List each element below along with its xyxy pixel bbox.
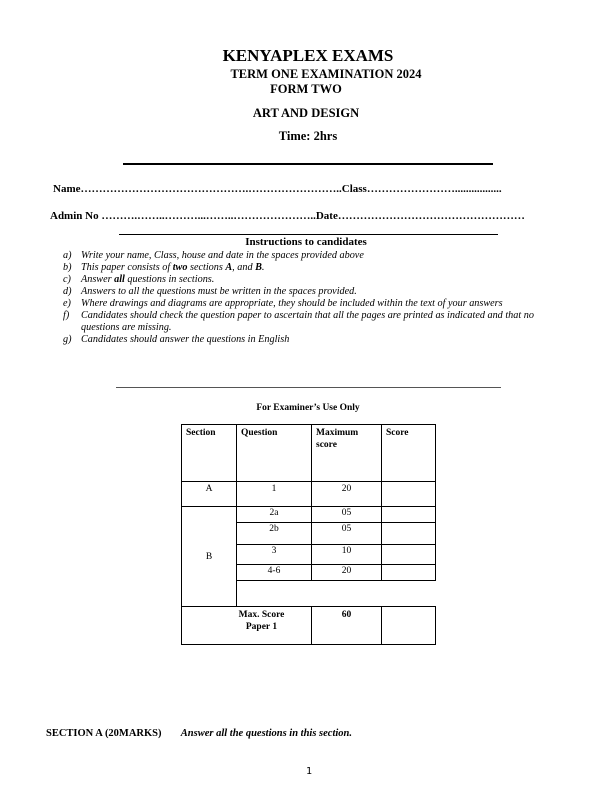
instruction-item: g) Candidates should answer the questions in English <box>63 334 290 345</box>
class-label: Class <box>341 183 367 195</box>
row-4-6-max: 20 <box>311 564 382 581</box>
row-2a-question: 2a <box>236 506 312 523</box>
row-a-section: A <box>181 481 237 507</box>
instructions-bottom-divider <box>116 387 501 388</box>
section-a-instruction: Answer all the questions in this section. <box>180 728 353 739</box>
admin-no-field[interactable]: ……….……..………...……..………………….. <box>101 210 316 222</box>
row-2a-score-field[interactable] <box>381 506 436 523</box>
exam-org-title: KENYAPLEX EXAMS <box>222 46 394 65</box>
row-3-score-field[interactable] <box>381 544 436 565</box>
instruction-item: e) Where drawings and diagrams are appropriate, they should be included within the text of your answers <box>63 298 503 309</box>
header-section: Section <box>181 424 237 482</box>
name-label: Name <box>53 183 81 195</box>
header-score: Score <box>381 424 436 482</box>
class-field[interactable]: ……………………................. <box>366 183 502 195</box>
page-number: 1 <box>305 766 313 777</box>
instructions-top-divider <box>119 234 498 235</box>
total-label-line2: Paper 1 <box>245 622 278 632</box>
row-2b-max: 05 <box>311 522 382 545</box>
admin-no-label: Admin No <box>50 210 99 222</box>
instruction-item: d) Answers to all the questions must be written in the spaces provided. <box>63 286 357 297</box>
exam-time: Time: 2hrs <box>278 129 338 143</box>
header-divider <box>123 163 493 165</box>
instructions-list <box>63 250 573 346</box>
name-class-line <box>53 183 502 195</box>
total-label-line1: Max. Score <box>238 610 285 620</box>
total-max-score: 60 <box>311 606 382 645</box>
total-score-field[interactable] <box>381 606 436 645</box>
section-b-label: B <box>205 551 213 562</box>
row-a-score-field[interactable] <box>381 481 436 507</box>
row-2b-question: 2b <box>236 522 312 545</box>
instruction-item: f) Candidates should check the question paper to ascertain that all the pages are printed as indicated and that no questions are missing. <box>63 310 534 333</box>
header-question: Question <box>236 424 312 482</box>
header-maximum-score: Maximum score <box>311 424 382 482</box>
row-2a-max: 05 <box>311 506 382 523</box>
row-3-question: 3 <box>236 544 312 565</box>
exam-subject: ART AND DESIGN <box>252 106 360 120</box>
row-3-max: 10 <box>311 544 382 565</box>
instruction-item: c) Answer all questions in sections. <box>63 274 215 285</box>
exam-form: FORM TWO <box>270 82 342 96</box>
section-a-heading-line <box>46 728 352 739</box>
date-label: Date <box>315 210 338 222</box>
examiner-table-title: For Examiner’s Use Only <box>256 403 360 413</box>
section-b-cell <box>181 506 237 607</box>
row-a-question: 1 <box>236 481 312 507</box>
row-4-6-question: 4-6 <box>236 564 312 581</box>
admin-date-line <box>50 210 525 222</box>
instruction-item: a) Write your name, Class, house and date in the spaces provided above <box>63 250 364 261</box>
row-a-max: 20 <box>311 481 382 507</box>
section-a-heading: SECTION A (20MARKS) <box>46 728 162 739</box>
instructions-title: Instructions to candidates <box>245 236 367 248</box>
exam-term-title: TERM ONE EXAMINATION 2024 <box>230 67 422 81</box>
row-4-6-score-field[interactable] <box>381 564 436 581</box>
instruction-item: b) This paper consists of two sections A, and B. <box>63 262 265 273</box>
date-field[interactable]: …………………………………………… <box>337 210 525 222</box>
row-2b-score-field[interactable] <box>381 522 436 545</box>
total-label-cell <box>181 606 312 645</box>
name-field[interactable]: ……………………………………….…………………….. <box>80 183 342 195</box>
